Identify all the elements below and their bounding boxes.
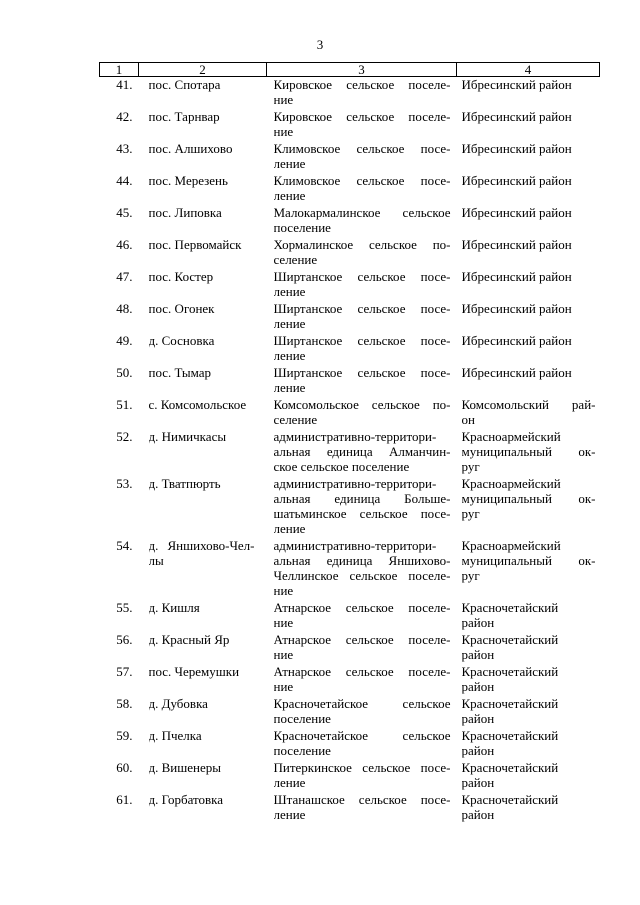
rural-settlement-line: Челлинское сельское поселе-: [273, 568, 451, 583]
rural-settlement: [267, 173, 457, 205]
district-name-line: Красноармейский: [461, 476, 561, 491]
rural-settlement: [267, 205, 457, 237]
table-row: [100, 397, 600, 429]
district-name: [457, 301, 600, 333]
rural-settlement-line: Красночетайское сельское: [273, 728, 451, 743]
district-name-line: Красночетайский: [461, 760, 559, 775]
rural-settlement-line: Климовское сельское посе-: [273, 173, 451, 188]
row-number: 44.: [116, 173, 133, 188]
rural-settlement-line: Красночетайское сельское: [273, 696, 451, 711]
settlement-name: [139, 205, 267, 237]
district-name-line: район: [461, 711, 495, 726]
district-name-line: руг: [461, 459, 480, 474]
district-name-line: Ибресинский район: [461, 141, 572, 156]
district-name: [457, 141, 600, 173]
rural-settlement-line: ние: [273, 124, 294, 139]
district-name: [457, 792, 600, 824]
rural-settlement-line: Комсомольское сельское по-: [273, 397, 451, 412]
district-name: [457, 109, 600, 141]
table-header: [100, 63, 600, 77]
table-row: [100, 696, 600, 728]
rural-settlement: [267, 269, 457, 301]
rural-settlement-line: селение: [273, 252, 318, 267]
settlement-name: [139, 109, 267, 141]
district-name-line: Ибресинский район: [461, 77, 572, 92]
rural-settlement-line: ление: [273, 380, 306, 395]
rural-settlement-line: ление: [273, 348, 306, 363]
rural-settlement-line: административно-территори-: [273, 476, 437, 491]
district-name-line: Красночетайский: [461, 792, 559, 807]
row-number: 52.: [116, 429, 133, 444]
rural-settlement: [267, 632, 457, 664]
district-name: [457, 632, 600, 664]
district-name-line: район: [461, 775, 495, 790]
district-name-line: Ибресинский район: [461, 333, 572, 348]
table-row: [100, 333, 600, 365]
rural-settlement: [267, 538, 457, 600]
settlement-name-line: д. Кишля: [148, 600, 200, 615]
settlement-name: [139, 173, 267, 205]
rural-settlement-line: Климовское сельское посе-: [273, 141, 451, 156]
district-name-line: Комсомольский рай-: [461, 397, 596, 412]
district-name: [457, 696, 600, 728]
table-row: [100, 760, 600, 792]
settlement-name: [139, 664, 267, 696]
rural-settlement-line: Малокармалинское сельское: [273, 205, 451, 220]
settlement-name-line: д. Сосновка: [148, 333, 215, 348]
rural-settlement: [267, 237, 457, 269]
rural-settlement: [267, 109, 457, 141]
district-name-line: Ибресинский район: [461, 173, 572, 188]
district-name: [457, 538, 600, 600]
settlement-name-line: д. Красный Яр: [148, 632, 230, 647]
settlement-name-line: д. Вишенеры: [148, 760, 221, 775]
table-row: [100, 173, 600, 205]
row-number: 54.: [116, 538, 133, 553]
rural-settlement-line: Ширтанское сельское посе-: [273, 365, 451, 380]
rural-settlement-line: ление: [273, 316, 306, 331]
rural-settlement: [267, 429, 457, 476]
row-number: 55.: [116, 600, 133, 615]
district-name: [457, 365, 600, 397]
settlement-name-line: пос. Тымар: [148, 365, 211, 380]
district-name: [457, 269, 600, 301]
district-name-line: Красночетайский: [461, 664, 559, 679]
rural-settlement: [267, 760, 457, 792]
district-name: [457, 77, 600, 110]
row-number: 60.: [116, 760, 133, 775]
table-row: [100, 365, 600, 397]
district-name-line: Ибресинский район: [461, 109, 572, 124]
rural-settlement-line: ние: [273, 647, 294, 662]
row-number: 45.: [116, 205, 133, 220]
table-row: [100, 728, 600, 760]
district-name: [457, 760, 600, 792]
rural-settlement-line: селение: [273, 412, 318, 427]
rural-settlement-line: альная единица Больше-: [273, 491, 451, 506]
district-name-line: район: [461, 615, 495, 630]
table-row: [100, 77, 600, 110]
row-number: 47.: [116, 269, 133, 284]
rural-settlement-line: ление: [273, 775, 306, 790]
settlement-name: [139, 77, 267, 110]
rural-settlement: [267, 301, 457, 333]
rural-settlement-line: ление: [273, 284, 306, 299]
district-name-line: район: [461, 647, 495, 662]
settlement-name: [139, 632, 267, 664]
rural-settlement-line: ление: [273, 807, 306, 822]
row-number: 41.: [116, 77, 133, 92]
rural-settlement-line: Хормалинское сельское по-: [273, 237, 451, 252]
settlement-name-line: лы: [148, 553, 164, 568]
rural-settlement-line: шатьминское сельское посе-: [273, 506, 451, 521]
header-col-4: 4: [457, 63, 600, 77]
settlement-name-line: пос. Огонек: [148, 301, 215, 316]
district-name-line: руг: [461, 568, 480, 583]
row-number: 61.: [116, 792, 133, 807]
rural-settlement: [267, 333, 457, 365]
district-name-line: Ибресинский район: [461, 237, 572, 252]
table-row: [100, 237, 600, 269]
table-row: [100, 429, 600, 476]
district-name-line: муниципальный ок-: [461, 444, 596, 459]
row-number: 43.: [116, 141, 133, 156]
district-name-line: район: [461, 743, 495, 758]
header-col-2: 2: [139, 63, 267, 77]
settlement-name-line: д. Нимичкасы: [148, 429, 227, 444]
row-number: 49.: [116, 333, 133, 348]
settlements-table: [99, 62, 600, 824]
rural-settlement: [267, 365, 457, 397]
row-number: 48.: [116, 301, 133, 316]
settlement-name-line: пос. Мерезень: [148, 173, 228, 188]
district-name: [457, 397, 600, 429]
rural-settlement-line: Кировское сельское поселе-: [273, 109, 451, 124]
rural-settlement-line: ние: [273, 679, 294, 694]
settlement-name: [139, 696, 267, 728]
rural-settlement: [267, 141, 457, 173]
rural-settlement-line: Атнарское сельское поселе-: [273, 664, 451, 679]
settlement-name: [139, 429, 267, 476]
rural-settlement-line: альная единица Яншихово-: [273, 553, 451, 568]
header-col-1: 1: [100, 63, 139, 77]
settlement-name-line: пос. Первомайск: [148, 237, 242, 252]
settlement-name-line: пос. Алшихово: [148, 141, 233, 156]
district-name-line: район: [461, 679, 495, 694]
rural-settlement-line: поселение: [273, 743, 331, 758]
rural-settlement-line: альная единица Алманчин-: [273, 444, 451, 459]
district-name: [457, 429, 600, 476]
district-name-line: он: [461, 412, 475, 427]
rural-settlement-line: административно-территори-: [273, 538, 437, 553]
rural-settlement: [267, 397, 457, 429]
row-number: 53.: [116, 476, 133, 491]
district-name-line: руг: [461, 506, 480, 521]
table-row: [100, 269, 600, 301]
row-number: 51.: [116, 397, 133, 412]
district-name-line: Красночетайский: [461, 600, 559, 615]
page-number: 3: [316, 37, 324, 52]
district-name: [457, 728, 600, 760]
table-row: [100, 109, 600, 141]
settlement-name-line: д. Горбатовка: [148, 792, 224, 807]
row-number: 46.: [116, 237, 133, 252]
district-name: [457, 237, 600, 269]
district-name-line: Ибресинский район: [461, 205, 572, 220]
district-name-line: Ибресинский район: [461, 365, 572, 380]
district-name-line: муниципальный ок-: [461, 491, 596, 506]
settlement-name-line: пос. Спотара: [148, 77, 221, 92]
rural-settlement-line: ние: [273, 615, 294, 630]
district-name: [457, 476, 600, 538]
table-row: [100, 205, 600, 237]
table-row: [100, 476, 600, 538]
rural-settlement-line: ление: [273, 521, 306, 536]
table-body: [100, 77, 600, 825]
settlement-name: [139, 333, 267, 365]
rural-settlement-line: ское сельское поселение: [273, 459, 410, 474]
rural-settlement: [267, 664, 457, 696]
settlement-name: [139, 476, 267, 538]
header-row: [100, 63, 600, 77]
settlement-name: [139, 141, 267, 173]
rural-settlement-line: Атнарское сельское поселе-: [273, 632, 451, 647]
rural-settlement-line: Ширтанское сельское посе-: [273, 301, 451, 316]
district-name-line: Ибресинский район: [461, 301, 572, 316]
settlement-name: [139, 301, 267, 333]
rural-settlement-line: административно-территори-: [273, 429, 437, 444]
table-row: [100, 792, 600, 824]
rural-settlement-line: Ширтанское сельское посе-: [273, 333, 451, 348]
rural-settlement: [267, 476, 457, 538]
row-number: 58.: [116, 696, 133, 711]
row-number: 59.: [116, 728, 133, 743]
district-name-line: район: [461, 807, 495, 822]
district-name-line: Ибресинский район: [461, 269, 572, 284]
settlement-name: [139, 237, 267, 269]
table-row: [100, 600, 600, 632]
rural-settlement-line: ление: [273, 156, 306, 171]
settlement-name-line: д. Тватпюрть: [148, 476, 221, 491]
settlement-name: [139, 269, 267, 301]
table-row: [100, 664, 600, 696]
district-name-line: Красночетайский: [461, 632, 559, 647]
district-name: [457, 205, 600, 237]
rural-settlement-line: Штанашское сельское посе-: [273, 792, 451, 807]
settlement-name-line: д. Пчелка: [148, 728, 202, 743]
settlement-name-line: с. Комсомольское: [148, 397, 247, 412]
settlement-name-line: д. Яншихово-Чел-: [148, 538, 255, 553]
settlement-name: [139, 792, 267, 824]
settlement-name: [139, 365, 267, 397]
district-name: [457, 600, 600, 632]
settlement-name: [139, 728, 267, 760]
row-number: 57.: [116, 664, 133, 679]
rural-settlement-line: ление: [273, 188, 306, 203]
settlement-name: [139, 397, 267, 429]
rural-settlement-line: Питеркинское сельское посе-: [273, 760, 451, 775]
settlement-name-line: пос. Костер: [148, 269, 214, 284]
settlement-name-line: д. Дубовка: [148, 696, 208, 711]
rural-settlement: [267, 728, 457, 760]
rural-settlement-line: поселение: [273, 220, 331, 235]
header-col-3: 3: [267, 63, 457, 77]
table-row: [100, 632, 600, 664]
settlement-name-line: пос. Тарнвар: [148, 109, 220, 124]
district-name-line: Красноармейский: [461, 429, 561, 444]
settlement-name-line: пос. Липовка: [148, 205, 222, 220]
rural-settlement: [267, 792, 457, 824]
rural-settlement: [267, 600, 457, 632]
district-name: [457, 664, 600, 696]
district-name-line: Красночетайский: [461, 696, 559, 711]
rural-settlement: [267, 696, 457, 728]
settlement-name-line: пос. Черемушки: [148, 664, 240, 679]
rural-settlement-line: Кировское сельское поселе-: [273, 77, 451, 92]
district-name-line: Красночетайский: [461, 728, 559, 743]
row-number: 56.: [116, 632, 133, 647]
district-name-line: муниципальный ок-: [461, 553, 596, 568]
rural-settlement: [267, 77, 457, 110]
rural-settlement-line: ние: [273, 583, 294, 598]
rural-settlement-line: Ширтанское сельское посе-: [273, 269, 451, 284]
settlement-name: [139, 600, 267, 632]
rural-settlement-line: поселение: [273, 711, 331, 726]
row-number: 42.: [116, 109, 133, 124]
row-number: 50.: [116, 365, 133, 380]
district-name-line: Красноармейский: [461, 538, 561, 553]
table-row: [100, 301, 600, 333]
table-row: [100, 141, 600, 173]
district-name: [457, 173, 600, 205]
settlement-name: [139, 538, 267, 600]
rural-settlement-line: Атнарское сельское поселе-: [273, 600, 451, 615]
rural-settlement-line: ние: [273, 92, 294, 107]
settlement-name: [139, 760, 267, 792]
district-name: [457, 333, 600, 365]
table-row: [100, 538, 600, 600]
